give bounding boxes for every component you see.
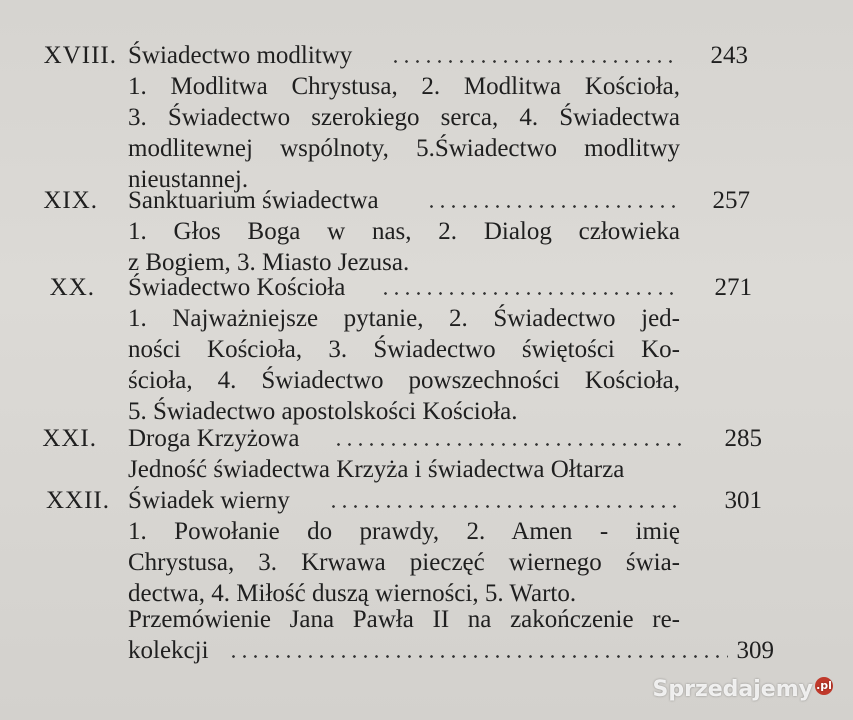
- description-line: Jedność świadectwa Krzyża i świadectwa Ołtarza: [128, 456, 625, 483]
- description-line: z Bogiem, 3. Miasto Jezusa.: [128, 249, 410, 276]
- chapter-title-line: [128, 185, 683, 216]
- leader-dots: [328, 505, 683, 508]
- page-number: 301: [724, 487, 762, 514]
- page-number: 309: [736, 637, 774, 664]
- leader-dots: [380, 292, 678, 295]
- chapter-title-line: [128, 272, 683, 303]
- description-line: 3. Świadectwo szerokiego serca, 4. Świadectwa: [128, 104, 680, 131]
- description-line: modlitewnej wspólnoty, 5.Świadectwo modlitwy: [128, 135, 680, 162]
- page-number: 257: [712, 187, 750, 214]
- leader-dots: [228, 655, 728, 658]
- closing-title-line: [128, 635, 728, 666]
- description-line: dectwa, 4. Miłość duszą wierności, 5. Warto.: [128, 580, 577, 607]
- chapter-title-line: [128, 423, 683, 454]
- chapter-number: XXII.: [45, 487, 110, 514]
- chapter-title: Świadectwo modlitwy: [128, 42, 353, 69]
- page-number: 271: [714, 274, 752, 301]
- description-line: 1. Powołanie do prawdy, 2. Amen - imię: [128, 518, 680, 545]
- description-line: 1. Głos Boga w nas, 2. Dialog człowieka: [128, 218, 680, 245]
- description-line: ścioła, 4. Świadectwo powszechności Kościoła,: [128, 367, 680, 394]
- chapter-title-line: [128, 485, 683, 516]
- description-line: 1. Modlitwa Chrystusa, 2. Modlitwa Kościoła,: [128, 73, 680, 100]
- chapter-number: XXI.: [42, 425, 97, 452]
- chapter-description: [128, 71, 680, 195]
- watermark-text: Sprzedajemy: [652, 677, 813, 702]
- description-line: 5. Świadectwo apostolskości Kościoła.: [128, 398, 518, 425]
- chapter-description: [128, 216, 680, 278]
- chapter-number: XIX.: [43, 187, 98, 214]
- chapter-title-line: [128, 40, 683, 71]
- description-line: nieustannej.: [128, 166, 249, 193]
- closing-line: Przemówienie Jana Pawła II na zakończenie re-: [128, 606, 680, 633]
- chapter-description: [128, 454, 688, 485]
- chapter-description: [128, 516, 680, 609]
- leader-dots: [390, 60, 678, 63]
- leader-dots: [426, 205, 678, 208]
- closing-line: kolekcji: [128, 637, 209, 664]
- page-number: 285: [724, 425, 762, 452]
- chapter-title: Świadectwo Kościoła: [128, 274, 346, 301]
- watermark-logo: [653, 677, 834, 702]
- description-line: 1. Najważniejsze pytanie, 2. Świadectwo jed-: [128, 305, 680, 332]
- chapter-number: XX.: [49, 274, 95, 301]
- leader-dots: [333, 443, 683, 446]
- chapter-title: Świadek wierny: [128, 487, 290, 514]
- chapter-description: [128, 303, 680, 427]
- closing-description: [128, 604, 680, 635]
- chapter-title: Droga Krzyżowa: [128, 425, 300, 452]
- chapter-title: Sanktuarium świadectwa: [128, 187, 379, 214]
- page-number: 243: [710, 42, 748, 69]
- watermark-suffix: .pl: [815, 677, 833, 695]
- description-line: ności Kościoła, 3. Świadectwo świętości Ko-: [128, 336, 680, 363]
- chapter-number: XVIII.: [43, 42, 117, 69]
- description-line: Chrystusa, 3. Krwawa pieczęć wiernego świa-: [128, 549, 680, 576]
